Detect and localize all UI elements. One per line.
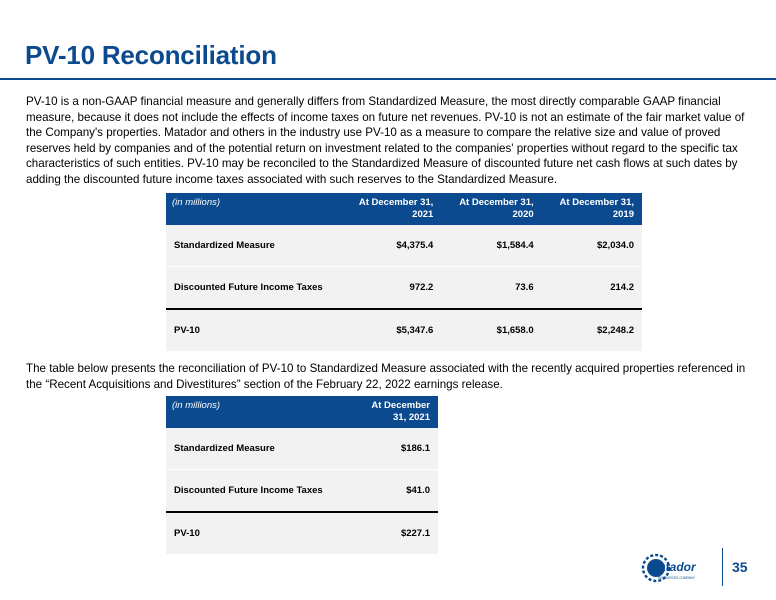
table-header-row xyxy=(166,193,642,225)
table-row xyxy=(166,267,642,310)
row-label: Discounted Future Income Taxes xyxy=(166,470,350,513)
table-header-row xyxy=(166,396,438,428)
table-cell: $2,034.0 xyxy=(542,225,642,267)
table-cell: $41.0 xyxy=(350,470,438,513)
table-row-total xyxy=(166,309,642,352)
table-cell: $5,347.6 xyxy=(341,309,441,352)
table-row xyxy=(166,470,438,513)
page-number: 35 xyxy=(732,559,748,575)
row-label: PV-10 xyxy=(166,512,350,555)
table-row-total xyxy=(166,512,438,555)
unit-label: (in millions) xyxy=(166,396,350,428)
column-header: At December 31, 2019 xyxy=(542,193,642,225)
footer-divider xyxy=(722,548,723,586)
pv10-reconciliation-table xyxy=(166,193,642,352)
table-cell: $2,248.2 xyxy=(542,309,642,352)
acquired-properties-table xyxy=(166,396,438,555)
table-row xyxy=(166,428,438,470)
table-cell: $1,584.4 xyxy=(441,225,541,267)
column-header: At December 31, 2021 xyxy=(341,193,441,225)
table-cell: $4,375.4 xyxy=(341,225,441,267)
table-cell: $186.1 xyxy=(350,428,438,470)
column-header: At December 31, 2020 xyxy=(441,193,541,225)
title-divider xyxy=(0,78,776,80)
table-cell: 73.6 xyxy=(441,267,541,310)
column-header: At December 31, 2021 xyxy=(350,396,438,428)
unit-label: (in millions) xyxy=(166,193,341,225)
table-cell: 214.2 xyxy=(542,267,642,310)
table-cell: 972.2 xyxy=(341,267,441,310)
table-row xyxy=(166,225,642,267)
table-cell: $227.1 xyxy=(350,512,438,555)
second-paragraph: The table below presents the reconciliation of PV-10 to Standardized Measure associated with the recently acquired properties referenced in the “Recent Acquisitions and Divestitures” section of the February 22, 2022 earnings release. xyxy=(26,362,746,391)
row-label: Standardized Measure xyxy=(166,428,350,470)
logo-wordmark: Matador xyxy=(649,560,696,574)
matador-logo xyxy=(639,549,719,587)
page-title: PV-10 Reconciliation xyxy=(25,40,277,70)
row-label: Standardized Measure xyxy=(166,225,341,267)
row-label: PV-10 xyxy=(166,309,341,352)
logo-subtext: RESOURCES COMPANY xyxy=(658,576,695,580)
intro-paragraph: PV-10 is a non-GAAP financial measure and generally differs from Standardized Measure, the most directly comparable GAAP financial measure, because it does not include the effects of income taxes on future net revenues. PV-10 is not an estimate of the fair market value of the Company's properties. Matador and others in the industry use PV-10 as a measure to compare the relative size and value of proved reserves held by companies and of the potential return on investment related to the companies' properties without regard to the specific tax characteristics of such entities. PV-10 may be reconciled to the Standardized Measure of discounted future net cash flows at such dates by adding the discounted future income taxes associated with such reserves to the Standardized Measure. xyxy=(26,95,745,186)
row-label: Discounted Future Income Taxes xyxy=(166,267,341,310)
table-cell: $1,658.0 xyxy=(441,309,541,352)
